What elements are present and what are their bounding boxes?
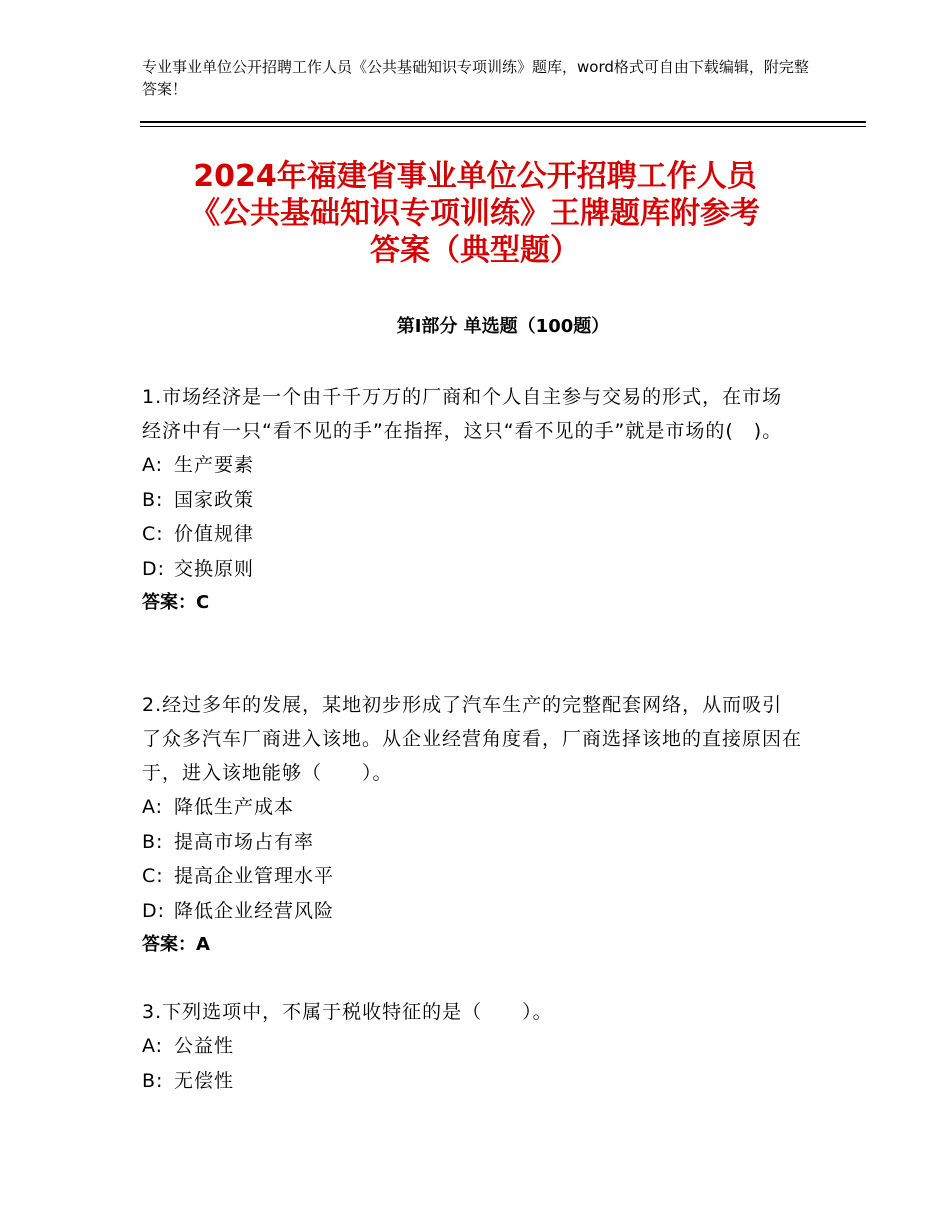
option-text: 价值规律 [174,523,255,545]
title-line-2: 《公共基础知识专项训练》王牌题库附参考 [190,196,760,231]
option-label: B: [142,830,164,853]
option-text: 降低企业经营风险 [174,899,335,922]
option-label: C: [142,865,164,887]
option-text: 降低生产成本 [174,796,295,818]
option-label: C: [142,523,164,545]
option-text: 交换原则 [174,557,255,580]
option-text: 提高市场占有率 [174,830,315,853]
section-title: 第Ⅰ部分 单选题（100题） [396,316,610,337]
title-line-3: 答案（典型题） [370,233,580,268]
question-1 [142,380,802,620]
option-c [142,859,802,894]
option-label: B: [142,1069,164,1092]
title-line-1: 2024年福建省事业单位公开招聘工作人员 [193,159,757,194]
option-label: A: [142,1035,164,1057]
answer-line: 答案：C [142,592,210,613]
document-title [100,158,850,269]
option-a [142,790,802,825]
option-d [142,552,802,587]
answer-line: 答案：A [142,934,210,955]
option-label: D: [142,899,166,922]
option-text: 提高企业管理水平 [174,865,335,887]
option-a [142,448,802,483]
header-divider-thick [140,121,866,123]
question-3 [142,995,802,1098]
option-text: 生产要素 [174,454,255,476]
question-stem: 3.下列选项中，不属于税收特征的是（ ）。 [142,1001,553,1023]
header-divider-thin [140,126,866,127]
question-stem: 2.经过多年的发展，某地初步形成了汽车生产的完整配套网络，从而吸引了众多汽车厂商进入该地。从企业经营角度看，厂商选择该地的直接原因在于，进入该地能够（ ）。 [142,694,803,784]
option-label: A: [142,454,164,476]
question-2 [142,688,802,962]
option-d [142,894,802,929]
option-label: D: [142,557,166,580]
option-b [142,1064,802,1099]
option-c [142,517,802,552]
option-text: 国家政策 [174,488,255,511]
question-stem: 1.市场经济是一个由千千万万的厂商和个人自主参与交易的形式，在市场经济中有一只“看不见的手”在指挥，这只“看不见的手”就是市场的( )。 [142,386,783,442]
option-text: 无偿性 [174,1069,235,1092]
header-note: 专业事业单位公开招聘工作人员《公共基础知识专项训练》题库，word格式可自由下载编辑，附完整答案！ [142,58,809,98]
option-label: A: [142,796,164,818]
option-b [142,483,802,518]
option-a [142,1029,802,1064]
option-text: 公益性 [174,1035,235,1057]
option-b [142,825,802,860]
option-label: B: [142,488,164,511]
